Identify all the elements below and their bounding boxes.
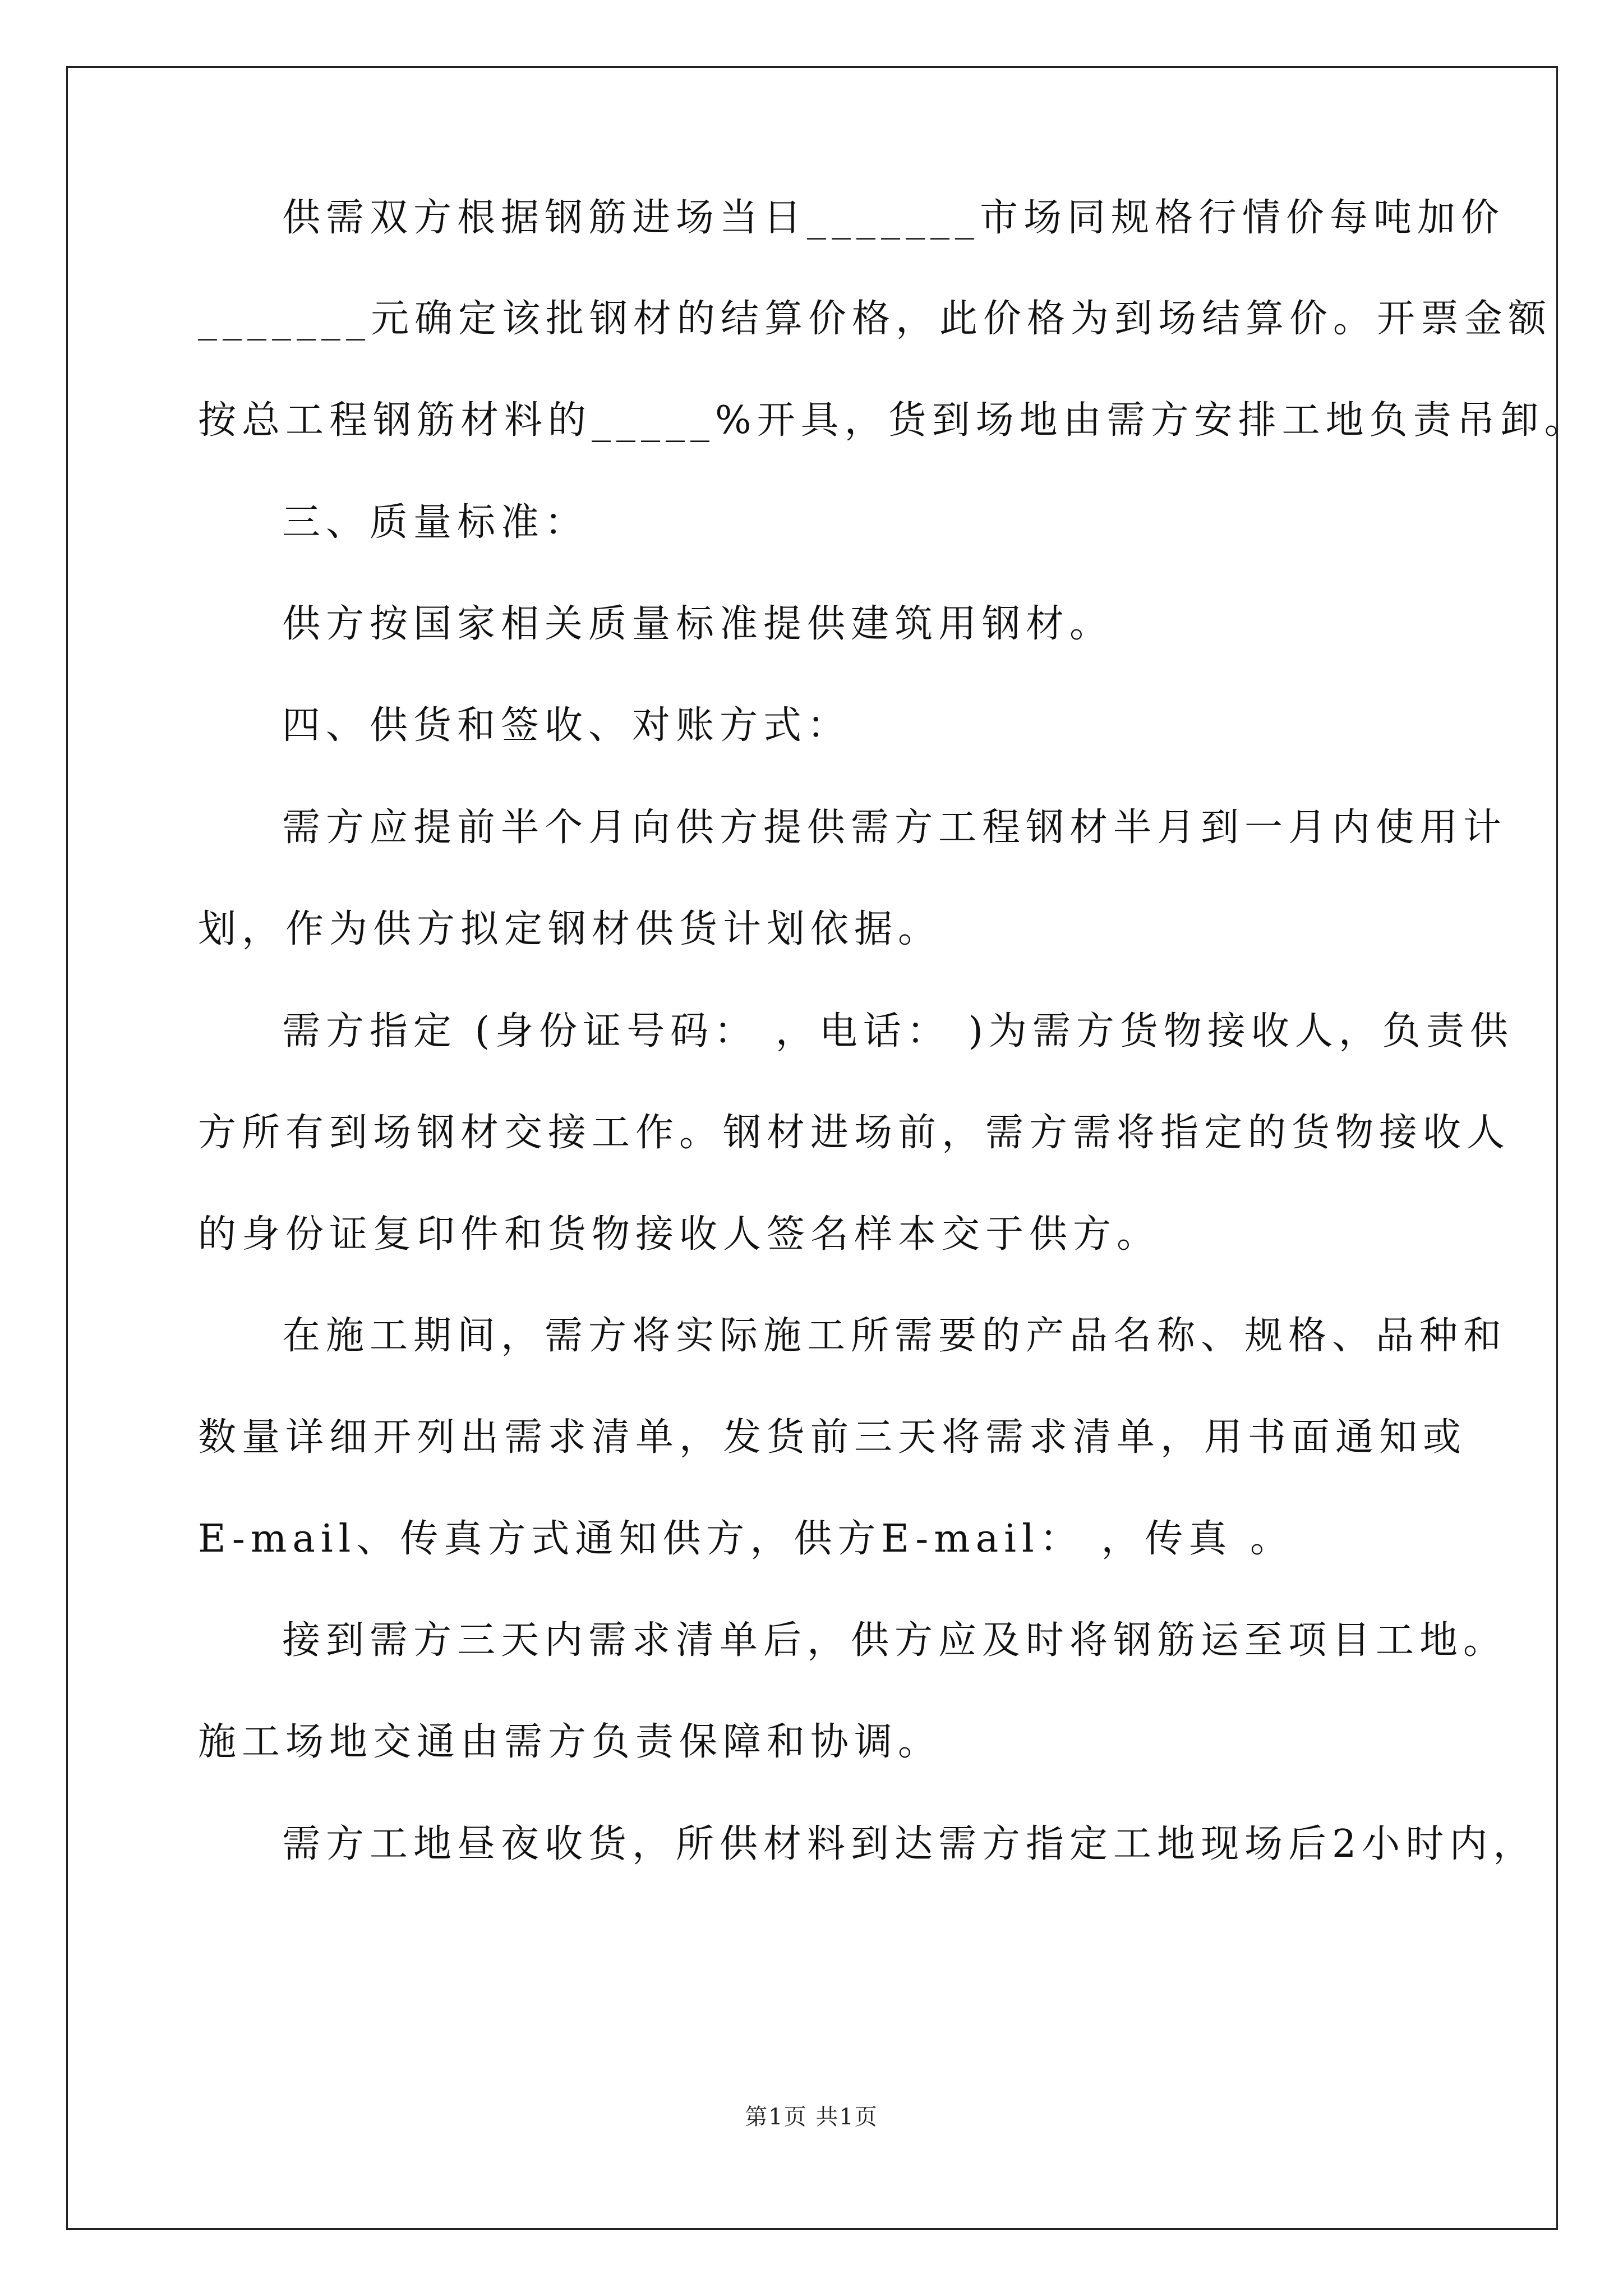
text-line: 按总工程钢筋材料的_____%开具，货到场地由需方安排工地负责吊卸。 (198, 398, 1588, 443)
text-line: 供方按国家相关质量标准提供建筑用钢材。 (282, 602, 1114, 646)
text-line: E-mail、传真方式通知供方，供方E-mail： ，传真 。 (198, 1517, 1294, 1561)
section-heading-supply: 四、供货和签收、对账方式： (282, 703, 851, 748)
text-line: 需方指定 (身份证号码： ，电话： )为需方货物接收人，负责供 (282, 1009, 1514, 1053)
text-line: 接到需方三天内需求清单后，供方应及时将钢筋运至项目工地。 (282, 1618, 1507, 1663)
text-line: 供需双方根据钢筋进场当日_______市场同规格行情价每吨加价 (282, 196, 1505, 240)
text-line: 划，作为供方拟定钢材供货计划依据。 (198, 907, 942, 951)
text-line: 的身份证复印件和货物接收人签名样本交于供方。 (198, 1212, 1161, 1257)
text-line: 数量详细开列出需求清单，发货前三天将需求清单，用书面通知或 (198, 1415, 1467, 1460)
page-footer: 第1页 共1页 (745, 2104, 878, 2130)
text-line: 方所有到场钢材交接工作。钢材进场前，需方需将指定的货物接收人 (198, 1111, 1511, 1155)
text-line: 需方应提前半个月向供方提供需方工程钢材半月到一月内使用计 (282, 806, 1507, 850)
text-line: 施工场地交通由需方负责保障和协调。 (198, 1720, 942, 1764)
section-heading-quality: 三、质量标准： (282, 500, 589, 545)
text-line: 在施工期间，需方将实际施工所需要的产品名称、规格、品种和 (282, 1314, 1507, 1358)
text-line: 需方工地昼夜收货，所供材料到达需方指定工地现场后2小时内， (282, 1822, 1537, 1866)
text-line: _______元确定该批钢材的结算价格，此价格为到场结算价。开票金额 (198, 297, 1552, 341)
